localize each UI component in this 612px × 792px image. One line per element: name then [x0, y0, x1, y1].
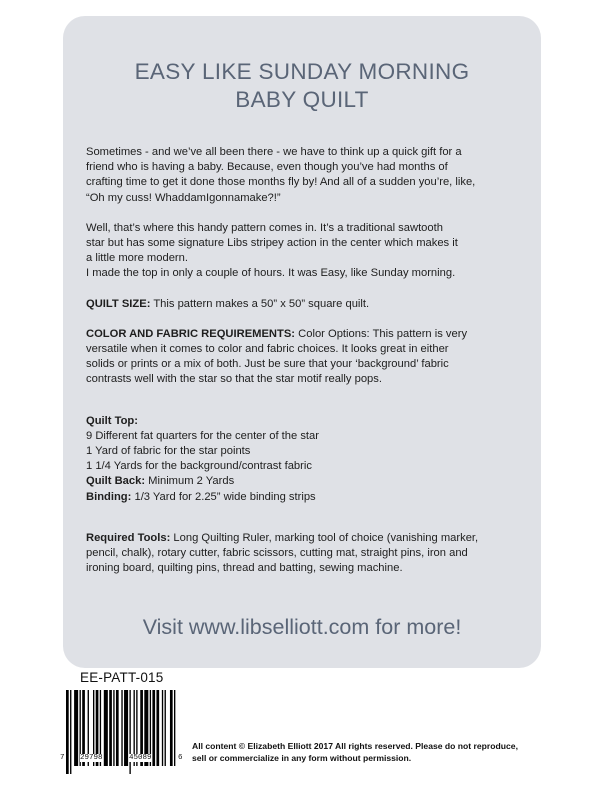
copyright-line-1: All content © Elizabeth Elliott 2017 All rights reserved. Please do not reproduce, — [192, 741, 518, 751]
barcode-bar — [124, 690, 128, 766]
quilt-back-text: Minimum 2 Yards — [145, 475, 235, 488]
copyright-notice — [192, 741, 552, 764]
intro-p2-line: Well, that’s where this handy pattern comes in. It’s a traditional sawtooth — [86, 221, 443, 234]
barcode-digits-left: 29798 — [80, 754, 103, 762]
color-fabric-requirements — [86, 327, 526, 388]
barcode-bar — [156, 690, 159, 766]
required-tools-text: Long Quilting Ruler, marking tool of choice (vanishing marker, — [170, 531, 479, 544]
barcode-bar — [116, 690, 119, 766]
website-call-to-action: Visit www.libselliott.com for more! — [142, 615, 462, 639]
barcode-bar — [152, 690, 155, 766]
required-tools — [86, 531, 526, 577]
quilt-size — [86, 297, 526, 312]
pattern-info-card — [63, 16, 541, 668]
intro-p2-line: a little more modern. — [86, 252, 188, 265]
barcode-bar — [174, 690, 175, 766]
barcode-bars — [60, 688, 182, 776]
barcode-digit-first: 7 — [60, 754, 65, 762]
required-tools-label: Required Tools: — [86, 531, 171, 544]
required-tools-line: ironing board, quilting pins, thread and batting, sewing machine. — [86, 562, 403, 575]
barcode-bar — [113, 690, 114, 766]
material-item: 1 Yard of fabric for the star points — [86, 445, 251, 458]
barcode-bar — [165, 690, 166, 766]
barcode-bar — [109, 690, 112, 766]
color-fabric-line: solids or prints or a mix of both. Just be sure that your ‘background’ fabric — [86, 358, 449, 371]
barcode-digits-right: 45089 — [129, 754, 152, 762]
color-fabric-line: versatile when it comes to color and fabric choices. It looks great in either — [86, 343, 449, 356]
intro-paragraph-1 — [86, 145, 526, 206]
color-fabric-line: contrasts well with the star so that the star motif really pops. — [86, 373, 382, 386]
intro-p2-line: I made the top in only a couple of hours. It was Easy, like Sunday morning. — [86, 267, 456, 280]
quilt-top-label: Quilt Top: — [86, 414, 138, 427]
barcode-bar — [74, 690, 78, 766]
quilt-size-text: This pattern makes a 50” x 50” square quilt. — [150, 297, 370, 310]
product-code: EE-PATT-015 — [80, 670, 164, 685]
barcode-digit-last: 6 — [178, 754, 183, 762]
materials-list — [86, 414, 526, 505]
material-item: 1 1/4 Yards for the background/contrast fabric — [86, 460, 312, 473]
intro-paragraph-2 — [86, 221, 526, 282]
barcode-bar — [66, 690, 69, 774]
page-title — [63, 58, 541, 114]
color-fabric-text: Color Options: This pattern is very — [295, 327, 468, 340]
material-item: 9 Different fat quarters for the center of the star — [86, 429, 319, 442]
title-line-1: EASY LIKE SUNDAY MORNING — [134, 59, 470, 84]
copyright-line-2: sell or commercialize in any form without permission. — [192, 752, 412, 763]
barcode-bar — [121, 690, 122, 766]
barcode-bar — [170, 690, 173, 766]
pattern-description — [86, 145, 526, 576]
binding-label: Binding: — [86, 490, 132, 503]
intro-p1-line: friend who is having a baby. Because, even though you’ve had months of — [86, 161, 448, 174]
barcode-bar — [162, 690, 163, 766]
required-tools-line: pencil, chalk), rotary cutter, fabric scissors, cutting mat, straight pins, iron and — [86, 547, 468, 560]
intro-p1-line: “Oh my cuss! WhaddamIgonnamake?!” — [86, 191, 281, 204]
binding-text: 1/3 Yard for 2.25” wide binding strips — [131, 490, 316, 503]
barcode-bar — [70, 690, 71, 774]
title-line-2: BABY QUILT — [235, 87, 369, 112]
intro-p1-line: crafting time to get it done those months fly by! And all of a sudden you’re, like, — [86, 176, 476, 189]
intro-p2-line: star but has some signature Libs stripey action in the center which makes it — [86, 237, 458, 250]
barcode-bar — [104, 690, 108, 766]
upc-barcode — [60, 688, 182, 776]
color-fabric-label: COLOR AND FABRIC REQUIREMENTS: — [86, 327, 296, 340]
quilt-size-label: QUILT SIZE: — [86, 297, 151, 310]
quilt-back-label: Quilt Back: — [86, 475, 146, 488]
intro-p1-line: Sometimes - and we’ve all been there - we have to think up a quick gift for a — [86, 146, 462, 158]
